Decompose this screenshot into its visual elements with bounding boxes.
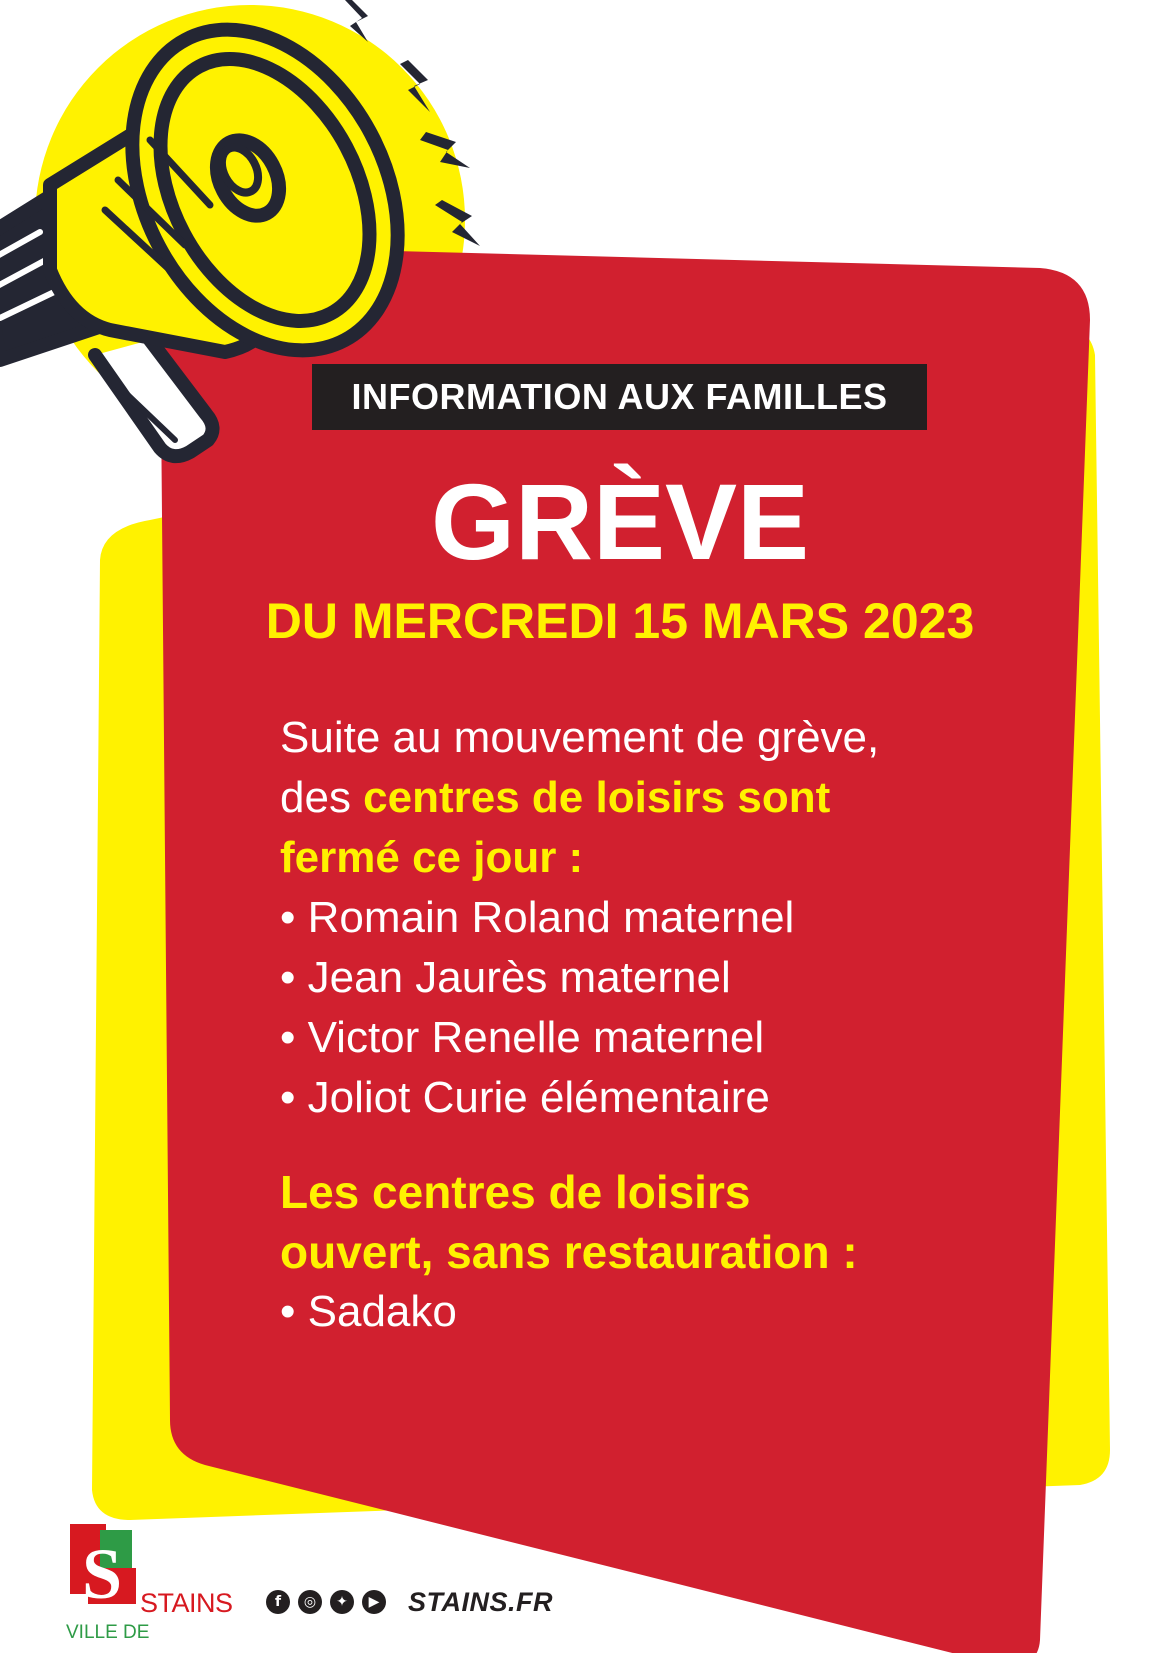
open-centers-heading <box>280 1162 1040 1282</box>
intro-line-1: Suite au mouvement de grève, <box>280 713 880 762</box>
social-links <box>266 1590 386 1614</box>
strike-date: DU MERCREDI 15 MARS 2023 <box>265 593 975 649</box>
instagram-icon[interactable]: ◎ <box>298 1590 322 1614</box>
footer <box>0 1500 1169 1653</box>
information-badge: INFORMATION AUX FAMILLES <box>312 364 927 430</box>
facebook-icon[interactable]: f <box>266 1590 290 1614</box>
logo-prefix: VILLE DE <box>66 1622 150 1643</box>
logo-letter: S <box>82 1534 123 1614</box>
intro-line-3: fermé ce jour : <box>280 833 584 882</box>
open-heading-line-2: ouvert, sans restauration : <box>280 1226 858 1278</box>
intro-line-2-highlight: centres de loisirs sont <box>363 773 831 822</box>
list-item: • Victor Renelle maternel <box>280 1013 765 1062</box>
open-heading-line-1: Les centres de loisirs <box>280 1166 751 1218</box>
list-item: • Joliot Curie élémentaire <box>280 1073 770 1122</box>
list-item: • Sadako <box>280 1287 457 1336</box>
twitter-icon[interactable]: ✦ <box>330 1590 354 1614</box>
intro-line-2-prefix: des <box>280 773 364 822</box>
intro-line-2 <box>280 768 1040 828</box>
page-title: GRÈVE <box>430 461 810 582</box>
notice-body <box>280 708 1040 1342</box>
open-centers-list <box>280 1282 1040 1342</box>
website-link[interactable]: STAINS.FR <box>408 1587 553 1617</box>
list-item: • Romain Roland maternel <box>280 893 795 942</box>
logo-town-name: STAINS <box>140 1588 233 1618</box>
closed-centers-list <box>280 888 1040 1128</box>
youtube-icon[interactable]: ▶ <box>362 1590 386 1614</box>
list-item: • Jean Jaurès maternel <box>280 953 731 1002</box>
